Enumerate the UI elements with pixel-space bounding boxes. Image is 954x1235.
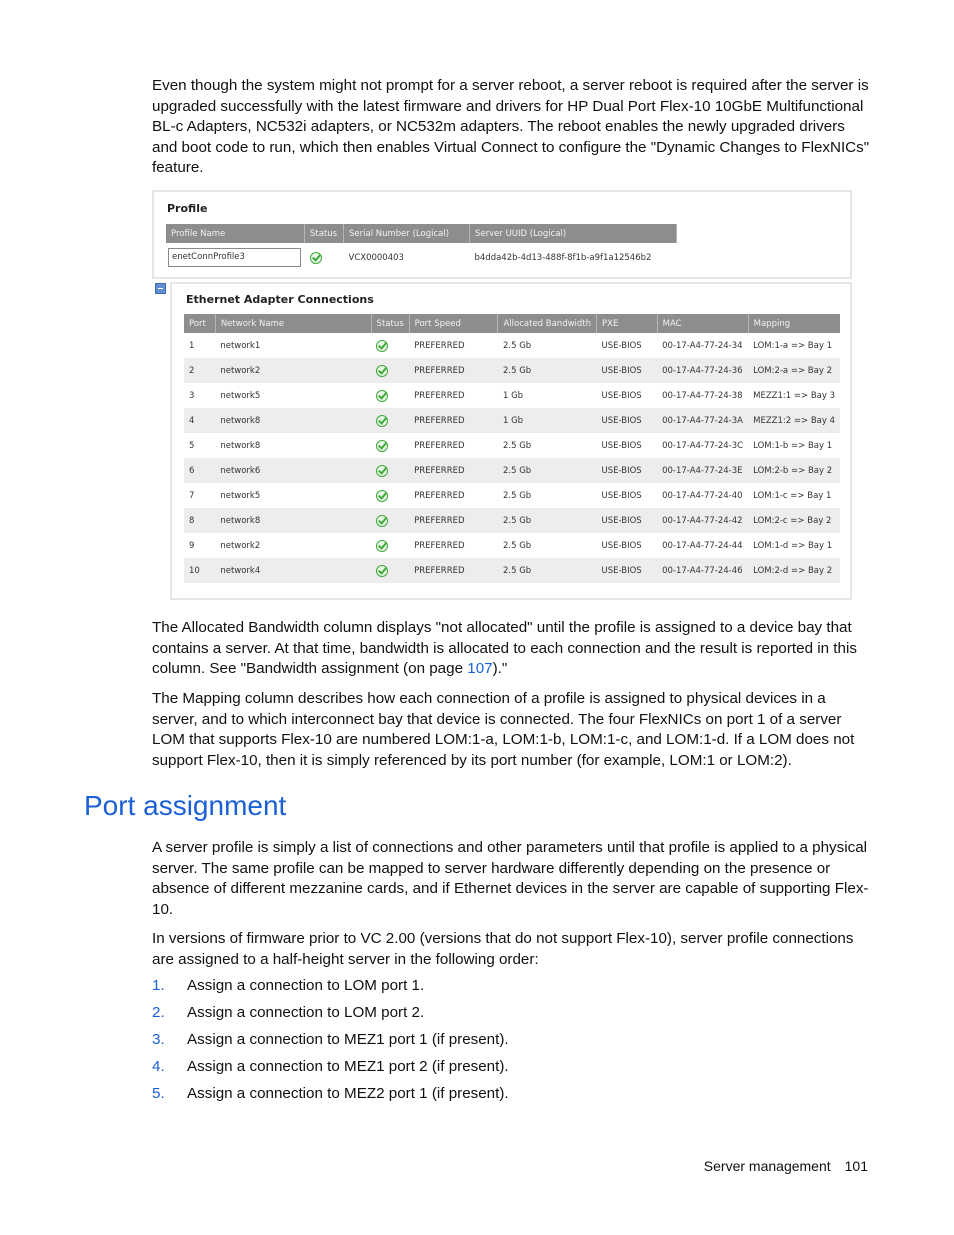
table-row xyxy=(184,358,840,383)
pxe-cell: USE-BIOS xyxy=(597,558,658,583)
ok-check-icon xyxy=(376,415,388,427)
assignment-steps xyxy=(152,975,872,1110)
status-cell xyxy=(371,508,409,533)
network-cell: network1 xyxy=(215,333,371,358)
ok-check-icon xyxy=(376,540,388,552)
mapping-cell: LOM:2-b => Bay 2 xyxy=(748,458,840,483)
speed-cell: PREFERRED xyxy=(409,483,498,508)
pxe-cell: USE-BIOS xyxy=(597,508,658,533)
col-status: Status xyxy=(371,314,409,333)
col-network-name: Network Name xyxy=(215,314,371,333)
mac-cell: 00-17-A4-77-24-40 xyxy=(657,483,748,508)
table-row xyxy=(184,408,840,433)
table-row xyxy=(184,533,840,558)
table-row xyxy=(184,483,840,508)
ok-check-icon xyxy=(376,440,388,452)
pxe-cell: USE-BIOS xyxy=(597,408,658,433)
ethernet-title: Ethernet Adapter Connections xyxy=(186,293,374,306)
pxe-cell: USE-BIOS xyxy=(597,358,658,383)
bandwidth-cell: 2.5 Gb xyxy=(498,558,597,583)
mapping-paragraph: The Mapping column describes how each connection of a profile is assigned to physical devices in a server, and to which interconnect bay that device is connected. The four FlexNICs on port 1 of a server LOM that supports Flex-10 are numbered LOM:1-a, LOM:1-b, LOM:1-c, and LOM:1-d. If a LOM does not support Flex-10, then it is simply referenced by its port number (for example, LOM:1 or LOM:2). xyxy=(152,690,855,769)
bandwidth-text-end: )." xyxy=(492,660,508,677)
mapping-cell: MEZZ1:1 => Bay 3 xyxy=(748,383,840,408)
network-cell: network5 xyxy=(215,383,371,408)
pxe-cell: USE-BIOS xyxy=(597,483,658,508)
section-heading: Port assignment xyxy=(84,790,287,821)
pxe-cell: USE-BIOS xyxy=(597,333,658,358)
step-number: 1. xyxy=(152,977,165,994)
section-paragraph-1: A server profile is simply a list of connections and other parameters until that profile is applied to a physical server. The same profile can be mapped to server hardware differently depending on the presence or absence of different mezzanine cards, and if Ethernet devices in the server are capable of supporting Flex-10. xyxy=(152,839,869,918)
mac-cell: 00-17-A4-77-24-38 xyxy=(657,383,748,408)
mapping-cell: LOM:2-c => Bay 2 xyxy=(748,508,840,533)
status-cell xyxy=(371,358,409,383)
bandwidth-cell: 2.5 Gb xyxy=(498,433,597,458)
bandwidth-cell: 1 Gb xyxy=(498,408,597,433)
port-cell: 8 xyxy=(184,508,215,533)
step-number: 5. xyxy=(152,1085,165,1102)
speed-cell: PREFERRED xyxy=(409,383,498,408)
speed-cell: PREFERRED xyxy=(409,458,498,483)
network-cell: network2 xyxy=(215,533,371,558)
col-allocated-bandwidth: Allocated Bandwidth xyxy=(498,314,597,333)
profile-name-field[interactable]: enetConnProfile3 xyxy=(168,248,301,267)
port-cell: 1 xyxy=(184,333,215,358)
mac-cell: 00-17-A4-77-24-3C xyxy=(657,433,748,458)
bandwidth-cell: 2.5 Gb xyxy=(498,508,597,533)
status-cell xyxy=(371,433,409,458)
mapping-cell: MEZZ1:2 => Bay 4 xyxy=(748,408,840,433)
speed-cell: PREFERRED xyxy=(409,408,498,433)
bandwidth-cell: 2.5 Gb xyxy=(498,483,597,508)
status-cell xyxy=(371,533,409,558)
list-item xyxy=(152,1083,872,1110)
speed-cell: PREFERRED xyxy=(409,333,498,358)
port-cell: 4 xyxy=(184,408,215,433)
port-cell: 3 xyxy=(184,383,215,408)
list-item xyxy=(152,1002,872,1029)
status-cell xyxy=(371,558,409,583)
pxe-cell: USE-BIOS xyxy=(597,533,658,558)
col-port: Port xyxy=(184,314,215,333)
speed-cell: PREFERRED xyxy=(409,533,498,558)
ok-check-icon xyxy=(376,515,388,527)
profile-screenshot xyxy=(152,188,854,604)
port-cell: 6 xyxy=(184,458,215,483)
network-cell: network2 xyxy=(215,358,371,383)
profile-title: Profile xyxy=(167,202,208,215)
speed-cell: PREFERRED xyxy=(409,508,498,533)
mapping-cell: LOM:1-b => Bay 1 xyxy=(748,433,840,458)
pxe-cell: USE-BIOS xyxy=(597,433,658,458)
status-cell xyxy=(371,333,409,358)
mac-cell: 00-17-A4-77-24-34 xyxy=(657,333,748,358)
list-item xyxy=(152,1056,872,1083)
table-row xyxy=(184,433,840,458)
page-footer xyxy=(704,1158,868,1174)
profile-table xyxy=(166,224,677,272)
speed-cell: PREFERRED xyxy=(409,433,498,458)
step-number: 4. xyxy=(152,1058,165,1075)
mapping-cell: LOM:1-c => Bay 1 xyxy=(748,483,840,508)
bandwidth-paragraph xyxy=(152,618,872,680)
ok-check-icon xyxy=(376,490,388,502)
col-profile-name: Profile Name xyxy=(166,224,305,243)
bandwidth-text: The Allocated Bandwidth column displays "not allocated" until the profile is assigned to a device bay that contains a server. At that time, bandwidth is allocated to each connection and the result is reported in this column. See "Bandwidth assignment (on page xyxy=(152,619,857,677)
bandwidth-cell: 2.5 Gb xyxy=(498,533,597,558)
pxe-cell: USE-BIOS xyxy=(597,458,658,483)
mac-cell: 00-17-A4-77-24-3A xyxy=(657,408,748,433)
page-number: 101 xyxy=(844,1158,868,1174)
network-cell: network4 xyxy=(215,558,371,583)
speed-cell: PREFERRED xyxy=(409,558,498,583)
ok-check-icon xyxy=(376,565,388,577)
bandwidth-cell: 2.5 Gb xyxy=(498,358,597,383)
network-cell: network8 xyxy=(215,433,371,458)
step-text: Assign a connection to MEZ1 port 2 (if present). xyxy=(187,1058,509,1075)
network-cell: network8 xyxy=(215,408,371,433)
bandwidth-cell: 1 Gb xyxy=(498,383,597,408)
mac-cell: 00-17-A4-77-24-42 xyxy=(657,508,748,533)
port-cell: 5 xyxy=(184,433,215,458)
section-paragraph-2: In versions of firmware prior to VC 2.00 (versions that do not support Flex-10), server profile connections are assigned to a half-height server in the following order: xyxy=(152,930,854,968)
server-uuid: b4dda42b-4d13-488f-8f1b-a9f1a12546b2 xyxy=(470,243,677,272)
port-cell: 2 xyxy=(184,358,215,383)
port-cell: 10 xyxy=(184,558,215,583)
ok-check-icon xyxy=(376,390,388,402)
mapping-cell: LOM:2-a => Bay 2 xyxy=(748,358,840,383)
col-status: Status xyxy=(305,224,344,243)
status-cell xyxy=(371,408,409,433)
mapping-cell: LOM:1-a => Bay 1 xyxy=(748,333,840,358)
step-number: 3. xyxy=(152,1031,165,1048)
mac-cell: 00-17-A4-77-24-36 xyxy=(657,358,748,383)
list-item xyxy=(152,1029,872,1056)
mac-cell: 00-17-A4-77-24-44 xyxy=(657,533,748,558)
ok-check-icon xyxy=(376,465,388,477)
col-uuid: Server UUID (Logical) xyxy=(470,224,677,243)
table-row xyxy=(184,383,840,408)
speed-cell: PREFERRED xyxy=(409,358,498,383)
table-row xyxy=(184,458,840,483)
network-cell: network5 xyxy=(215,483,371,508)
ethernet-table xyxy=(184,314,840,583)
status-cell xyxy=(371,458,409,483)
mac-cell: 00-17-A4-77-24-3E xyxy=(657,458,748,483)
table-row xyxy=(184,508,840,533)
page-link[interactable]: 107 xyxy=(467,660,493,677)
step-text: Assign a connection to MEZ1 port 1 (if present). xyxy=(187,1031,509,1048)
col-mac: MAC xyxy=(657,314,748,333)
collapse-icon[interactable] xyxy=(155,283,166,294)
ok-check-icon xyxy=(310,252,322,264)
ok-check-icon xyxy=(376,365,388,377)
step-text: Assign a connection to MEZ2 port 1 (if present). xyxy=(187,1085,509,1102)
pxe-cell: USE-BIOS xyxy=(597,383,658,408)
intro-paragraph: Even though the system might not prompt for a server reboot, a server reboot is required after the server is upgraded successfully with the latest firmware and drivers for HP Dual Port Flex-10 10GbE Multifunctional BL-c Adapters, NC532i adapters, or NC532m adapters. The reboot enables the newly upgraded drivers and boot code to run, which then enables Virtual Connect to configure the "Dynamic Changes to FlexNICs" feature. xyxy=(152,77,870,176)
mapping-cell: LOM:1-d => Bay 1 xyxy=(748,533,840,558)
ok-check-icon xyxy=(376,340,388,352)
table-row xyxy=(184,333,840,358)
network-cell: network8 xyxy=(215,508,371,533)
port-cell: 7 xyxy=(184,483,215,508)
col-serial: Serial Number (Logical) xyxy=(344,224,470,243)
serial-number: VCX0000403 xyxy=(344,243,470,272)
port-cell: 9 xyxy=(184,533,215,558)
mapping-cell: LOM:2-d => Bay 2 xyxy=(748,558,840,583)
col-port-speed: Port Speed xyxy=(409,314,498,333)
bandwidth-cell: 2.5 Gb xyxy=(498,333,597,358)
status-cell xyxy=(371,383,409,408)
step-number: 2. xyxy=(152,1004,165,1021)
col-pxe: PXE xyxy=(597,314,658,333)
col-mapping: Mapping xyxy=(748,314,840,333)
table-row xyxy=(184,558,840,583)
footer-section: Server management xyxy=(703,1158,831,1174)
profile-panel xyxy=(152,190,852,279)
step-text: Assign a connection to LOM port 1. xyxy=(187,977,425,994)
list-item xyxy=(152,975,872,1002)
status-cell xyxy=(371,483,409,508)
table-row xyxy=(166,243,677,272)
mac-cell: 00-17-A4-77-24-46 xyxy=(657,558,748,583)
network-cell: network6 xyxy=(215,458,371,483)
step-text: Assign a connection to LOM port 2. xyxy=(187,1004,425,1021)
ethernet-panel xyxy=(170,282,852,600)
bandwidth-cell: 2.5 Gb xyxy=(498,458,597,483)
